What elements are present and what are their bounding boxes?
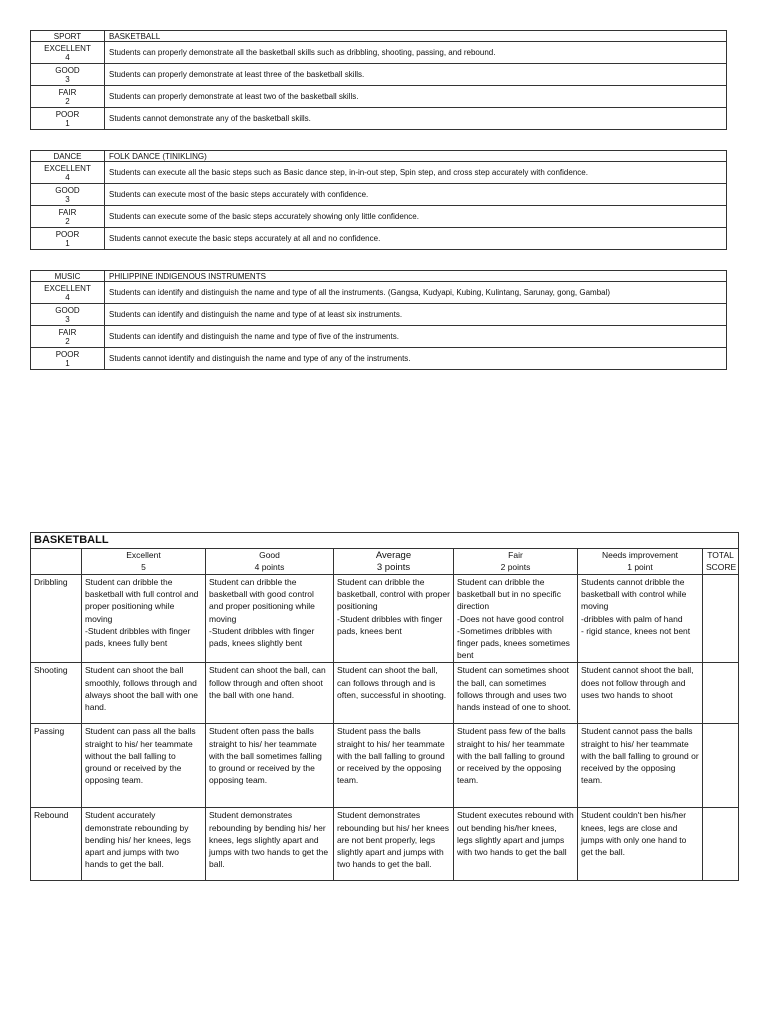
rubric-cell — [82, 575, 206, 663]
table-row — [31, 724, 739, 808]
description-cell: Students can properly demonstrate all the basketball skills such as dribbling, shooting, passing, and rebound. — [105, 42, 727, 64]
cell-text: -Sometimes dribbles with finger pads, knees sometimes bent — [457, 625, 570, 661]
basketball-rubric-table — [30, 532, 739, 881]
column-points: 3 points — [376, 561, 411, 573]
level-cell — [31, 206, 105, 228]
level-score: 3 — [65, 314, 70, 324]
rubric-cell: Student can shoot the ball smoothly, follows through and always shoot the ball with one hand. — [82, 663, 206, 724]
rubric-cell: Student can pass all the balls straight to his/ her teammate without the ball falling to ground or received by the opposing team. — [82, 724, 206, 808]
description-cell: Students can execute some of the basic steps accurately showing only little confidence. — [105, 206, 727, 228]
table-row — [31, 304, 727, 326]
cell-text: -Student dribbles with finger pads, knees bent — [337, 613, 443, 636]
column-name: Needs improvement — [601, 550, 679, 560]
level-score: 1 — [65, 358, 70, 368]
description-cell: Students can properly demonstrate at least three of the basketball skills. — [105, 64, 727, 86]
total-label: TOTAL — [707, 550, 734, 560]
level-label: EXCELLENT — [44, 283, 91, 293]
criterion-label: Dribbling — [31, 575, 82, 663]
score-label: SCORE — [706, 561, 737, 572]
level-label: EXCELLENT — [44, 43, 91, 53]
column-header-row — [31, 549, 739, 575]
table-row — [31, 64, 727, 86]
table-row — [31, 808, 739, 881]
total-score-cell — [703, 724, 739, 808]
criterion-label: Passing — [31, 724, 82, 808]
rubric-title: BASKETBALL — [31, 533, 739, 549]
level-score: 4 — [65, 52, 70, 62]
rubric-cell: Student can shoot the ball, can follows through and is often, successful in shooting. — [334, 663, 454, 724]
rubric-cell: Student can sometimes shoot the ball, can sometimes follows through and uses two hands instead of one to shoot. — [454, 663, 578, 724]
rubric-cell: Student pass the balls straight to his/ her teammate with the ball falling to ground or received by the opposing team. — [334, 724, 454, 808]
criterion-label: Rebound — [31, 808, 82, 881]
criterion-label: Shooting — [31, 663, 82, 724]
rubric-cell: Student executes rebound with out bending his/her knees, legs slightly apart and jumps with two hands to get the ball — [454, 808, 578, 881]
cell-text: Student can dribble the basketball but in no specific direction — [457, 577, 561, 612]
description-cell: Students can execute most of the basic steps accurately with confidence. — [105, 184, 727, 206]
total-score-cell — [703, 808, 739, 881]
table-row — [31, 108, 727, 130]
column-points: 4 points — [254, 561, 285, 572]
description-cell: Students cannot identify and distinguish the name and type of any of the instruments. — [105, 348, 727, 370]
level-label: EXCELLENT — [44, 163, 91, 173]
category-value: PHILIPPINE INDIGENOUS INSTRUMENTS — [105, 271, 727, 282]
level-cell — [31, 42, 105, 64]
category-value: FOLK DANCE (TINIKLING) — [105, 151, 727, 162]
rubric-cell — [334, 575, 454, 663]
sport-rubric-table — [30, 30, 727, 130]
category-label: MUSIC — [31, 271, 105, 282]
dance-rubric-table — [30, 150, 727, 250]
table-header-row — [31, 151, 727, 162]
level-label: FAIR — [58, 327, 77, 337]
column-points: 5 — [141, 561, 146, 572]
rubric-cell: Student cannot shoot the ball, does not follow through and uses two hands to shoot — [578, 663, 703, 724]
level-score: 3 — [65, 74, 70, 84]
table-row — [31, 162, 727, 184]
category-label: SPORT — [31, 31, 105, 42]
column-points: 1 point — [627, 561, 653, 572]
rubric-cell: Student pass few of the balls straight to his/ her teammate with the ball falling to ground or received by the opposing team. — [454, 724, 578, 808]
rubric-cell: Student often pass the balls straight to his/ her teammate with the ball sometimes falling to ground or received by the opposing team. — [206, 724, 334, 808]
level-score: 1 — [65, 118, 70, 128]
category-label: DANCE — [31, 151, 105, 162]
cell-text: -dribbles with palm of hand — [581, 613, 683, 624]
level-cell — [31, 228, 105, 250]
rubric-cell: Student can shoot the ball, can follow through and often shoot the ball with one hand. — [206, 663, 334, 724]
level-cell — [31, 64, 105, 86]
table-row — [31, 184, 727, 206]
level-score: 2 — [65, 216, 70, 226]
table-row — [31, 326, 727, 348]
level-label: POOR — [55, 109, 80, 119]
level-score: 1 — [65, 238, 70, 248]
description-cell: Students can execute all the basic steps such as Basic dance step, in-in-out step, Spin step, and cross step accurately with confidence. — [105, 162, 727, 184]
table-row — [31, 575, 739, 663]
table-row — [31, 663, 739, 724]
column-header-fair — [454, 549, 578, 575]
description-cell: Students cannot execute the basic steps accurately at all and no confidence. — [105, 228, 727, 250]
level-score: 4 — [65, 172, 70, 182]
music-rubric-table — [30, 270, 727, 370]
cell-text: -Student dribbles with finger pads, knees fully bent — [85, 625, 191, 649]
column-name: Excellent — [126, 550, 161, 560]
rubric-cell: Student accurately demonstrate rebounding by bending his/ her knees, legs apart and jumps with two hands to get the ball. — [82, 808, 206, 881]
rubric-cell: Student demonstrates rebounding but his/ her knees are not bent properly, legs slightly apart and jumps with two hands to get the ball. — [334, 808, 454, 881]
column-header-needs-improvement — [578, 549, 703, 575]
category-value: BASKETBALL — [105, 31, 727, 42]
column-header-average — [334, 549, 454, 575]
level-cell — [31, 348, 105, 370]
rubric-cell — [454, 575, 578, 663]
level-cell — [31, 326, 105, 348]
cell-text: -Student dribbles with finger pads, knees slightly bent — [209, 625, 315, 649]
level-cell — [31, 108, 105, 130]
rubric-cell — [206, 575, 334, 663]
cell-text: Student can dribble the basketball with good control and proper positioning while moving — [209, 577, 315, 624]
level-score: 3 — [65, 194, 70, 204]
criterion-header — [31, 549, 82, 575]
level-score: 2 — [65, 336, 70, 346]
description-cell: Students can properly demonstrate at least two of the basketball skills. — [105, 86, 727, 108]
column-points: 2 points — [500, 561, 531, 572]
level-label: POOR — [55, 349, 80, 359]
description-cell: Students can identify and distinguish the name and type of five of the instruments. — [105, 326, 727, 348]
level-cell — [31, 86, 105, 108]
level-label: GOOD — [55, 65, 80, 75]
level-score: 2 — [65, 96, 70, 106]
column-name: Fair — [508, 550, 523, 560]
level-cell — [31, 282, 105, 304]
table-row — [31, 206, 727, 228]
column-header-good — [206, 549, 334, 575]
column-name: Average — [375, 550, 412, 561]
level-score: 4 — [65, 292, 70, 302]
cell-text: Students cannot dribble the basketball with control while moving — [581, 577, 687, 612]
level-label: POOR — [55, 229, 80, 239]
column-header-total-score — [703, 549, 739, 575]
table-row — [31, 42, 727, 64]
rubric-cell: Student cannot pass the balls straight to his/ her teammate with the ball falling to ground or received by the opposing team. — [578, 724, 703, 808]
total-score-cell — [703, 575, 739, 663]
rubric-cell: Student demonstrates rebounding by bending his/ her knees, legs slightly apart and jumps with two hands to get the ball. — [206, 808, 334, 881]
column-name: Good — [259, 550, 280, 560]
table-row — [31, 86, 727, 108]
description-cell: Students cannot demonstrate any of the basketball skills. — [105, 108, 727, 130]
table-row — [31, 228, 727, 250]
description-cell: Students can identify and distinguish the name and type of at least six instruments. — [105, 304, 727, 326]
table-header-row — [31, 271, 727, 282]
table-row — [31, 348, 727, 370]
cell-text: Student can dribble the basketball, control with proper positioning — [337, 577, 450, 612]
table-header-row — [31, 31, 727, 42]
total-score-cell — [703, 663, 739, 724]
level-cell — [31, 184, 105, 206]
table-row — [31, 282, 727, 304]
rubric-cell — [578, 575, 703, 663]
cell-text: - rigid stance, knees not bent — [581, 625, 691, 636]
cell-text: -Does not have good control — [457, 613, 564, 624]
cell-text: Student can dribble the basketball with full control and proper positioning while moving — [85, 577, 199, 624]
column-header-excellent — [82, 549, 206, 575]
rubric-cell: Student couldn't ben his/her knees, legs are close and jumps with only one hand to get the ball. — [578, 808, 703, 881]
level-cell — [31, 162, 105, 184]
rubric-title-row — [31, 533, 739, 549]
level-label: FAIR — [58, 87, 77, 97]
level-cell — [31, 304, 105, 326]
level-label: FAIR — [58, 207, 77, 217]
level-label: GOOD — [55, 305, 80, 315]
description-cell: Students can identify and distinguish the name and type of all the instruments. (Gangsa, Kudyapi, Kubing, Kulintang, Sarunay, gong, Gambal) — [105, 282, 727, 304]
level-label: GOOD — [55, 185, 80, 195]
